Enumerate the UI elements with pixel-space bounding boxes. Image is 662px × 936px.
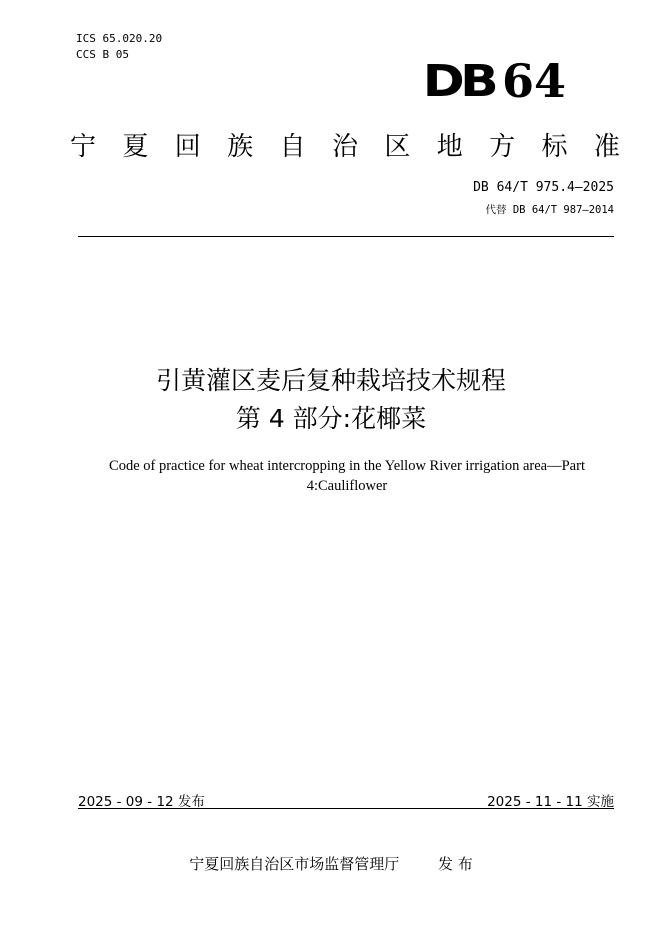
standard-type-char: 治 <box>331 132 358 162</box>
standard-type-heading <box>70 126 620 163</box>
standard-type-char: 标 <box>541 132 568 162</box>
standard-type-char: 族 <box>227 132 254 162</box>
title-en-line1: Code of practice for wheat intercropping in the Yellow River irrigation area—Part <box>109 458 585 474</box>
standard-type-char: 准 <box>593 132 620 162</box>
top-divider <box>78 236 614 237</box>
standard-type-char: 区 <box>384 132 411 162</box>
implementation-date: 2025 - 11 - 11 实施 <box>487 794 614 810</box>
standard-type-char: 地 <box>436 132 463 162</box>
db64-logo <box>422 54 566 108</box>
issuer-line <box>0 853 662 874</box>
issue-date: 2025 - 09 - 12 发布 <box>78 794 205 810</box>
replaces-standard: 代替 DB 64/T 987—2014 <box>485 204 614 216</box>
standard-type-char: 自 <box>279 132 306 162</box>
ccs-code: CCS B 05 <box>76 48 129 61</box>
issuer-organization: 宁夏回族自治区市场监督管理厅 <box>189 855 400 873</box>
title-cn-line2: 第 4 部分:花椰菜 <box>235 404 427 433</box>
standard-type-char: 回 <box>174 132 201 162</box>
standard-type-char: 宁 <box>70 132 97 162</box>
logo-letters: DB <box>422 56 494 107</box>
standard-type-char: 夏 <box>122 132 149 162</box>
classification-codes <box>76 31 162 63</box>
title-en-line2: 4:Cauliflower <box>306 478 388 494</box>
issuer-action: 发 布 <box>438 855 473 873</box>
title-en <box>80 456 614 496</box>
standard-number: DB 64/T 975.4—2025 <box>473 180 614 195</box>
ics-code: ICS 65.020.20 <box>76 32 163 45</box>
logo-number: 64 <box>501 54 566 108</box>
title-cn-line1: 引黄灌区麦后复种栽培技术规程 <box>155 366 506 395</box>
standard-type-char: 方 <box>489 132 516 162</box>
bottom-divider <box>78 808 614 809</box>
